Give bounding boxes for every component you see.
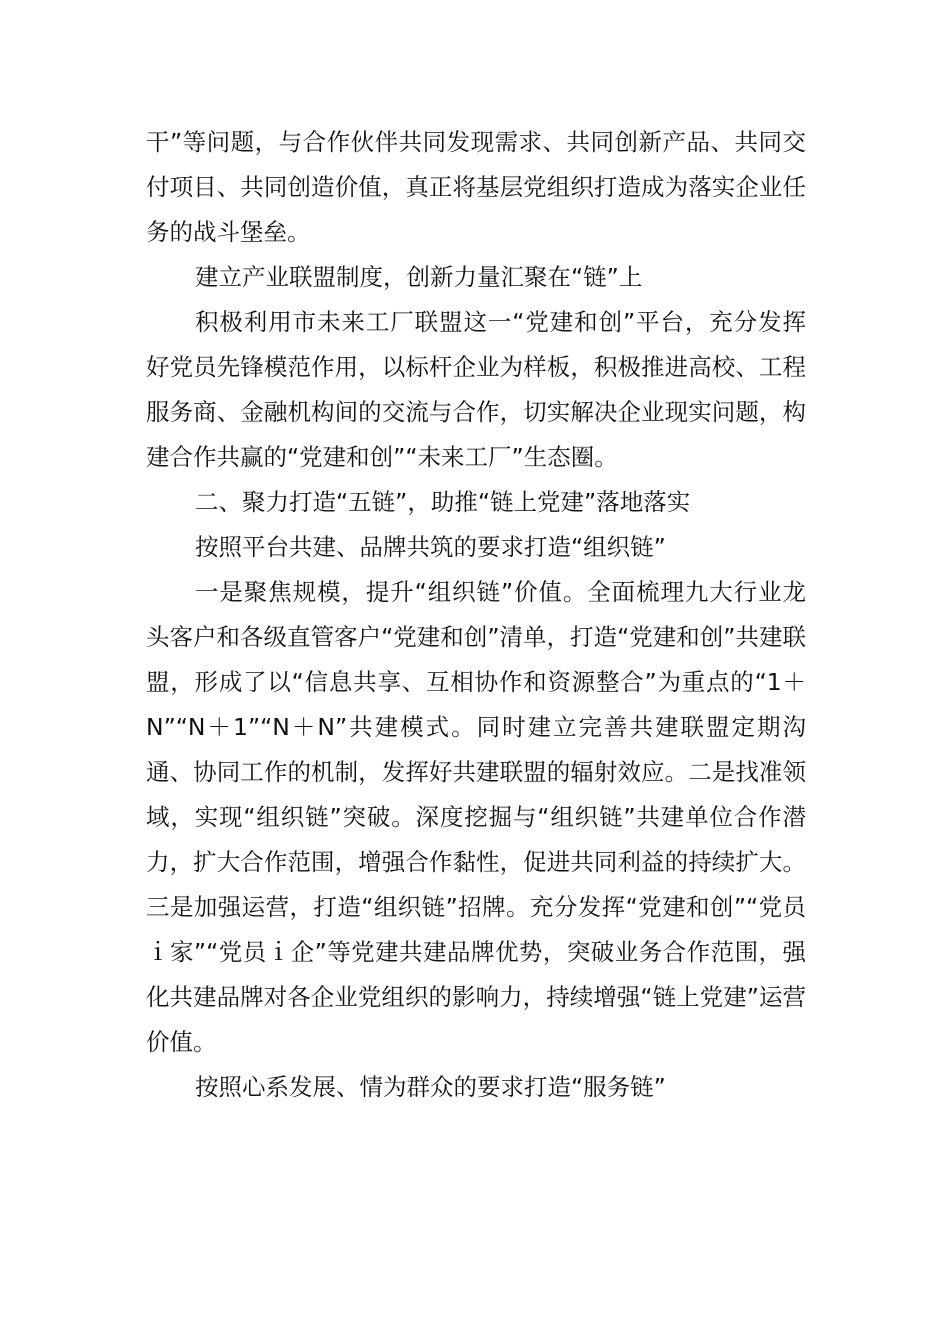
subheading-service-chain: 按照心系发展、情为群众的要求打造“服务链” bbox=[195, 1073, 666, 1101]
document-body bbox=[146, 120, 806, 1110]
paragraph-organization-chain: 一是聚焦规模，提升“组织链”价值。全面梳理九大行业龙头客户和各级直管客户“党建和创”清单，打造“党建和创”共建联盟，形成了以“信息共享、互相协作和资源整合”为重点的“1＋N”“N＋1”“N＋N”共建模式。同时建立完善共建联盟定期沟通、协同工作的机制，发挥好共建联盟的辐射效应。二是找准领域，实现“组织链”突破。深度挖掘与“组织链”共建单位合作潜力，扩大合作范围，增强合作黏性，促进共同利益的持续扩大。三是加强运营，打造“组织链”招牌。充分发挥“党建和创”“党员ｉ家”“党员ｉ企”等党建共建品牌优势，突破业务合作范围，强化共建品牌对各企业党组织的影响力，持续增强“链上党建”运营价值。 bbox=[146, 578, 806, 1056]
section-heading-five-chains: 二、聚力打造“五链”，助推“链上党建”落地落实 bbox=[195, 488, 691, 516]
paragraph-continuation: 干”等问题，与合作伙伴共同发现需求、共同创新产品、共同交付项目、共同创造价值，真正将基层党组织打造成为落实企业任务的战斗堡垒。 bbox=[146, 128, 806, 246]
paragraph-future-factory: 积极利用市未来工厂联盟这一“党建和创”平台，充分发挥好党员先锋模范作用，以标杆企业为样板，积极推进高校、工程服务商、金融机构间的交流与合作，切实解决企业现实问题，构建合作共赢的“党建和创”“未来工厂”生态圈。 bbox=[146, 308, 806, 471]
subheading-organization-chain: 按照平台共建、品牌共筑的要求打造“组织链” bbox=[195, 533, 666, 561]
section-heading-industry-alliance: 建立产业联盟制度，创新力量汇聚在“链”上 bbox=[195, 263, 643, 291]
